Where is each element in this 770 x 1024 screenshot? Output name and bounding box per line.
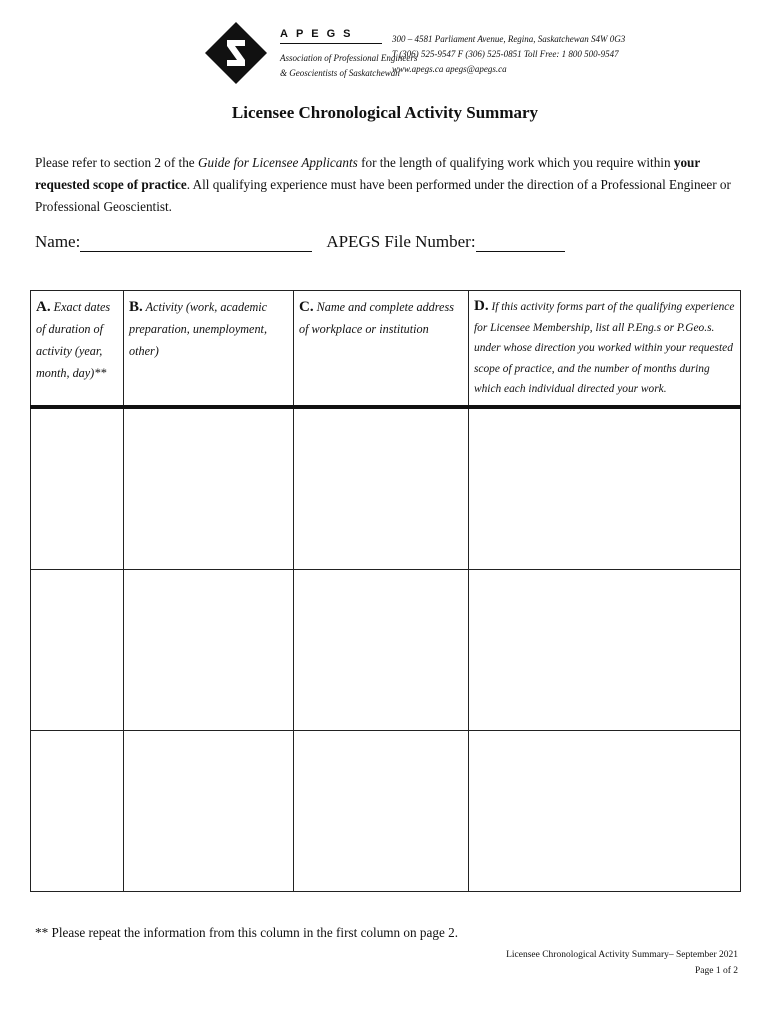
brand-name: APEGS bbox=[280, 28, 359, 40]
column-text: Name and complete address of workplace or institution bbox=[299, 300, 454, 336]
intro-paragraph bbox=[35, 152, 740, 218]
column-key: B. bbox=[129, 299, 143, 315]
column-b-header bbox=[124, 291, 294, 407]
cell-workplace[interactable] bbox=[294, 569, 469, 730]
column-key: A. bbox=[36, 299, 51, 315]
file-number-field[interactable] bbox=[476, 233, 565, 252]
column-key: D. bbox=[474, 298, 489, 314]
cell-dates[interactable] bbox=[31, 407, 124, 570]
column-text: If this activity forms part of the qualifying experience for Licensee Membership, list all P.Eng.s or P.Geo.s. under whose direction you worked within your requested scope of practice, and the number of months during which each individual directed your work. bbox=[474, 301, 735, 395]
column-key: C. bbox=[299, 299, 314, 315]
cell-activity[interactable] bbox=[124, 730, 294, 891]
table-header-row bbox=[31, 291, 741, 407]
table-row bbox=[31, 730, 741, 891]
cell-dates[interactable] bbox=[31, 569, 124, 730]
column-text: Activity (work, academic preparation, unemployment, other) bbox=[129, 300, 268, 358]
association-line-2: & Geoscientists of Saskatchewan bbox=[280, 68, 400, 78]
cell-supervisors[interactable] bbox=[469, 407, 741, 570]
guide-title: Guide for Licensee Applicants bbox=[197, 155, 358, 170]
apegs-logo-icon bbox=[205, 22, 267, 84]
footer-document-title: Licensee Chronological Activity Summary– September 2021 bbox=[506, 950, 738, 960]
table-row bbox=[31, 569, 741, 730]
footnote: ** Please repeat the information from this column in the first column on page 2. bbox=[35, 925, 458, 940]
name-label: Name: bbox=[35, 232, 81, 251]
intro-text-1: Please refer to section 2 of the bbox=[35, 155, 198, 170]
cell-supervisors[interactable] bbox=[469, 730, 741, 891]
column-c-header bbox=[294, 291, 469, 407]
phone-line: T (306) 525-9547 F (306) 525-0851 Toll Free: 1 800 500-9547 bbox=[392, 49, 619, 59]
address-line: 300 – 4581 Parliament Avenue, Regina, Saskatchewan S4W 0G3 bbox=[392, 34, 626, 44]
page-footer bbox=[506, 947, 738, 979]
association-line-1: Association of Professional Engineers bbox=[280, 53, 418, 63]
applicant-fields bbox=[35, 232, 565, 252]
table-row bbox=[31, 407, 741, 570]
cell-supervisors[interactable] bbox=[469, 569, 741, 730]
column-a-header bbox=[31, 291, 124, 407]
brand-divider bbox=[280, 43, 382, 44]
page-title: Licensee Chronological Activity Summary bbox=[231, 103, 539, 122]
column-text: Exact dates of duration of activity (year, month, day)** bbox=[36, 300, 111, 380]
name-field[interactable] bbox=[80, 233, 312, 252]
contact-block bbox=[392, 32, 625, 77]
web-email-line: www.apegs.ca apegs@apegs.ca bbox=[392, 64, 507, 74]
column-d-header bbox=[469, 291, 741, 407]
page-number: Page 1 of 2 bbox=[694, 966, 738, 976]
intro-text-2: for the length of qualifying work which you require within bbox=[357, 155, 674, 170]
cell-workplace[interactable] bbox=[294, 407, 469, 570]
intro-text-3: . All qualifying experience must have been performed under the direction of a Professional Engineer or Professional Geoscientist. bbox=[35, 177, 731, 214]
cell-dates[interactable] bbox=[31, 730, 124, 891]
cell-activity[interactable] bbox=[124, 407, 294, 570]
cell-activity[interactable] bbox=[124, 569, 294, 730]
cell-workplace[interactable] bbox=[294, 730, 469, 891]
activity-table bbox=[30, 290, 741, 892]
scope-emphasis: your requested scope of practice bbox=[35, 155, 700, 192]
file-number-label: APEGS File Number: bbox=[326, 232, 476, 251]
